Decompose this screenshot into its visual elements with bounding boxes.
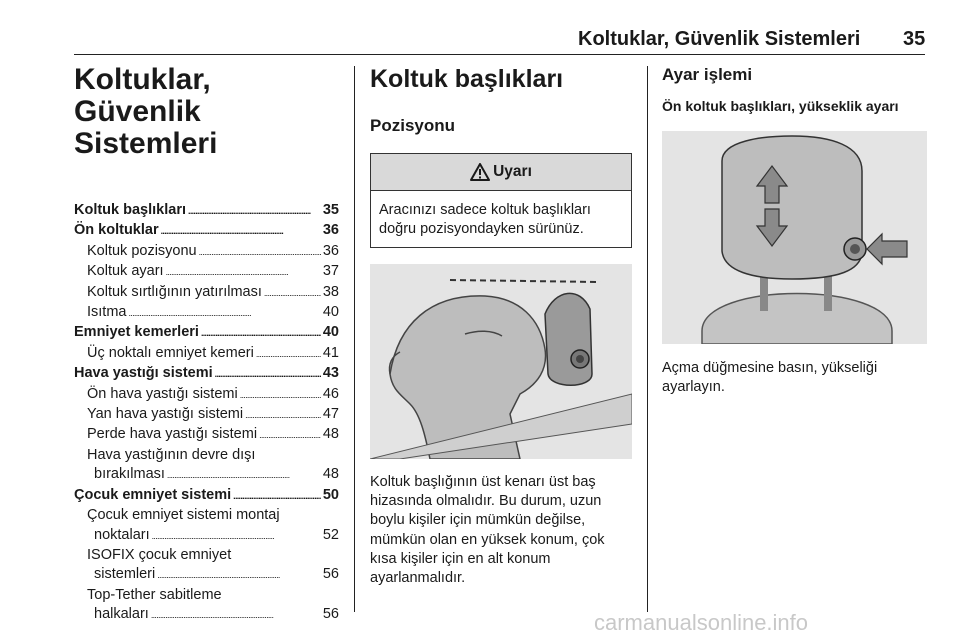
toc-entry-page: 35 (322, 202, 339, 218)
toc-entry-label: Top-Tether sabitleme (87, 586, 222, 603)
toc-leader-dots (188, 201, 321, 221)
toc-entry[interactable] (74, 405, 339, 425)
toc-entry[interactable] (74, 425, 339, 445)
toc-leader-dots (161, 221, 321, 241)
section-title: Koltuk başlıkları (370, 65, 564, 93)
toc-entry-label: Hava yastığının devre dışı (87, 446, 256, 463)
toc-entry-label: noktaları (94, 526, 150, 543)
toc-entry-page: 56 (322, 566, 339, 583)
toc-leader-dots (233, 486, 321, 506)
toc-entry-page: 52 (322, 526, 339, 543)
toc-entry-page: 36 (322, 242, 339, 259)
toc-entry[interactable] (74, 262, 339, 282)
toc-leader-dots (157, 565, 321, 585)
toc-entry-page: 36 (322, 222, 339, 239)
toc-entry-label: Hava yastığı sistemi (74, 365, 213, 382)
toc-entry-page: 40 (322, 304, 339, 321)
toc-entry[interactable] (74, 323, 339, 343)
warning-triangle-icon (470, 163, 490, 181)
adjustment-subtitle: Ön koltuk başlıkları, yükseklik ayarı (662, 98, 899, 114)
warning-box (370, 153, 632, 248)
toc-entry-page: 43 (322, 365, 339, 382)
toc-entry-label: ISOFIX çocuk emniyet (87, 546, 232, 563)
toc-leader-dots (201, 323, 321, 343)
toc-entry-label: Çocuk emniyet sistemi montaj (87, 507, 280, 524)
toc-entry-label: Perde hava yastığı sistemi (87, 426, 258, 443)
toc-leader-dots (128, 303, 320, 323)
column-divider-2 (647, 66, 648, 612)
toc-entry-label: Çocuk emniyet sistemi (74, 486, 232, 503)
toc-entry[interactable] (74, 303, 339, 323)
toc-entry-label: sistemleri (94, 566, 156, 583)
toc-entry-label: Emniyet kemerleri (74, 324, 199, 341)
toc-entry-page: 47 (322, 406, 339, 423)
adjustment-body-text: Açma düğmesine basın, yükseliği ayarlayın. (662, 360, 878, 396)
toc-entry-label: bırakılması (94, 466, 165, 483)
toc-entry-label: Isıtma (87, 304, 127, 321)
toc-entry[interactable] (74, 201, 339, 221)
warning-header (371, 154, 631, 191)
headrest-height-illustration (662, 131, 927, 344)
toc-leader-dots (151, 605, 321, 625)
toc-entry[interactable] (74, 486, 339, 506)
toc-leader-dots (240, 385, 321, 405)
toc-entry-page: 50 (322, 486, 339, 503)
toc-entry[interactable] (74, 242, 339, 262)
toc-entry-label: Koltuk pozisyonu (87, 242, 197, 259)
toc-entry-label: Koltuk başlıkları (74, 202, 187, 218)
toc-leader-dots (256, 344, 321, 364)
headrest-column (370, 64, 632, 588)
toc-entry-label: Ön hava yastığı sistemi (87, 385, 238, 402)
toc-entry[interactable] (74, 364, 339, 384)
chapter-title (74, 64, 339, 160)
toc-entry-label: Yan hava yastığı sistemi (87, 406, 244, 423)
toc-entry-page: 56 (322, 606, 339, 623)
toc-leader-dots (199, 242, 321, 262)
toc-leader-dots (167, 465, 321, 485)
toc-entry-page: 41 (322, 344, 339, 361)
toc-column (74, 64, 339, 626)
chapter-title-line2: Sistemleri (74, 127, 218, 160)
toc-leader-dots (166, 262, 321, 282)
toc-entry[interactable] (74, 605, 339, 625)
header-rule (74, 54, 925, 55)
subsection-title: Pozisyonu (370, 116, 456, 135)
running-header-title: Koltuklar, Güvenlik Sistemleri (578, 28, 861, 50)
toc-entry-page: 48 (322, 466, 339, 483)
toc-entry[interactable] (74, 344, 339, 364)
toc-entry[interactable] (74, 221, 339, 241)
toc-entry-page: 37 (322, 263, 339, 280)
toc-entry-label: halkaları (94, 606, 149, 623)
watermark: carmanualsonline.info (594, 610, 809, 635)
toc-entry-label: Koltuk ayarı (87, 263, 164, 280)
toc-leader-dots (264, 283, 321, 303)
warning-text: Aracınızı sadece koltuk başlıkları doğru pozisyondayken sürünüz. (379, 202, 591, 237)
toc-entry-page: 40 (322, 324, 339, 341)
toc-entry[interactable] (74, 586, 339, 605)
column-divider-1 (354, 66, 355, 612)
toc-entry[interactable] (74, 283, 339, 303)
toc-entry[interactable] (74, 546, 339, 565)
headrest-adjust-illustration (662, 131, 927, 344)
head-profile-illustration (370, 264, 632, 459)
headrest-body-text: Koltuk başlığının üst kenarı üst baş hizasında olmalıdır. Bu durum, uzun boylu kişiler için mümkün değilse, mümkün olan en yüksek konum, çok kısa kişiler için en alt konum ayarlanmalıdır. (370, 474, 605, 587)
toc-entry[interactable] (74, 385, 339, 405)
adjustment-title: Ayar işlemi (662, 65, 753, 84)
table-of-contents (74, 201, 339, 626)
toc-entry-label: Koltuk sırtlığının yatırılması (87, 283, 262, 300)
chapter-title-line1: Koltuklar, Güvenlik (74, 63, 211, 128)
toc-leader-dots (215, 364, 321, 384)
adjustment-column (662, 64, 927, 397)
toc-entry[interactable] (74, 465, 339, 485)
warning-title: Uyarı (493, 163, 532, 180)
toc-leader-dots (259, 425, 321, 445)
toc-entry-page: 38 (322, 283, 339, 300)
toc-entry[interactable] (74, 526, 339, 546)
toc-entry-page: 48 (322, 426, 339, 443)
toc-entry[interactable] (74, 446, 339, 465)
toc-entry-page: 46 (322, 385, 339, 402)
toc-entry[interactable] (74, 565, 339, 585)
page-number: 35 (903, 28, 926, 50)
toc-entry[interactable] (74, 506, 339, 525)
headrest-position-illustration (370, 264, 632, 459)
toc-leader-dots (245, 405, 321, 425)
toc-entry-label: Ön koltuklar (74, 222, 159, 239)
toc-entry-label: Üç noktalı emniyet kemeri (87, 344, 254, 361)
toc-leader-dots (152, 526, 321, 546)
